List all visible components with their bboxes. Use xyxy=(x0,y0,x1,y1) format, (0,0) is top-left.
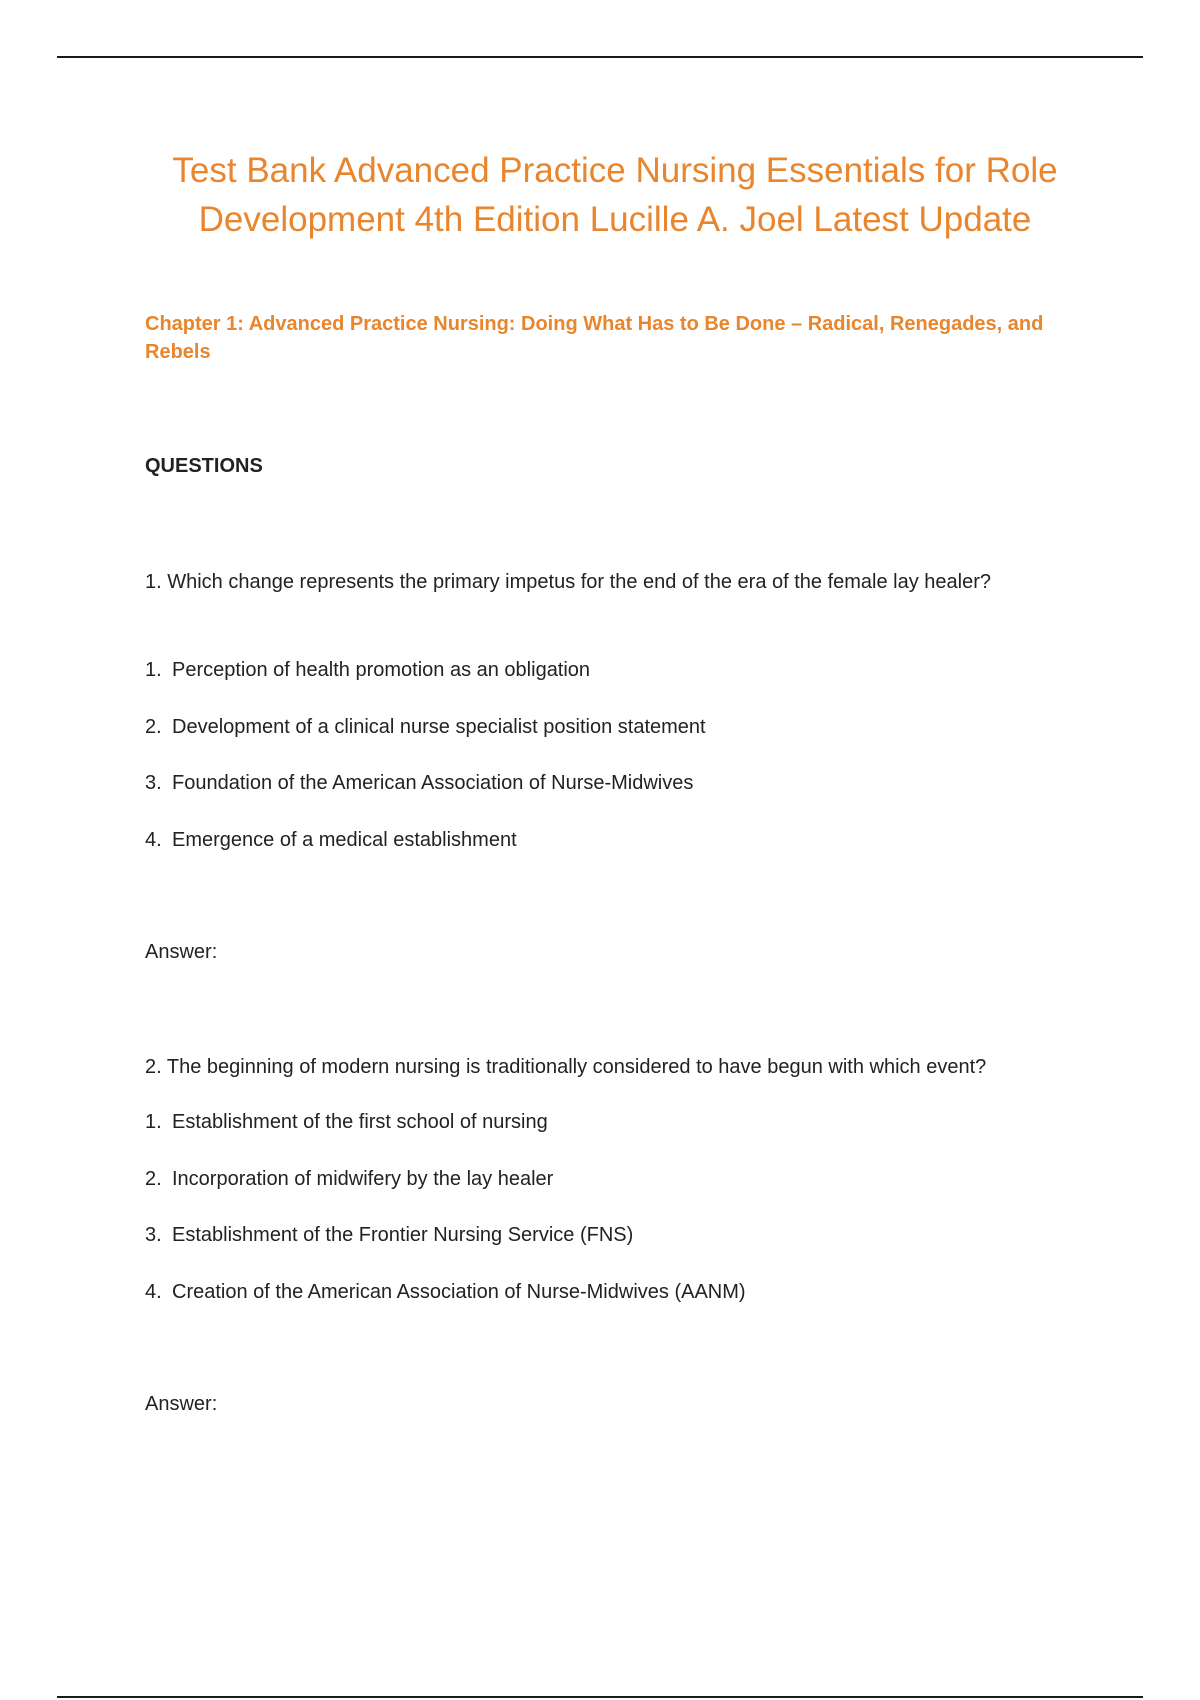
question-prompt: 2. The beginning of modern nursing is traditionally considered to have begun with which event? xyxy=(145,1056,987,1078)
option-text: Incorporation of midwifery by the lay healer xyxy=(172,1167,554,1190)
section-heading: QUESTIONS xyxy=(145,455,263,477)
answer-option xyxy=(145,656,1085,713)
option-text: Creation of the American Association of Nurse-Midwives (AANM) xyxy=(172,1280,746,1303)
option-number: 4. xyxy=(145,1280,162,1303)
chapter-heading: Chapter 1: Advanced Practice Nursing: Doing What Has to Be Done – Radical, Renegades, and Rebels xyxy=(145,313,1044,363)
answer-option xyxy=(145,1221,1085,1278)
option-text: Foundation of the American Association of Nurse-Midwives xyxy=(172,772,694,794)
answer-option xyxy=(145,826,1085,883)
answer-option xyxy=(145,713,1085,770)
header-rule xyxy=(57,56,1143,58)
option-number: 2. xyxy=(145,715,162,738)
option-number: 2. xyxy=(145,1167,162,1190)
option-number: 1. xyxy=(145,1111,162,1133)
question-prompt: 1. Which change represents the primary impetus for the end of the era of the female lay healer? xyxy=(145,571,992,593)
answer-option xyxy=(145,1165,1085,1222)
option-text: Development of a clinical nurse specialist position statement xyxy=(172,715,706,738)
option-text: Perception of health promotion as an obligation xyxy=(172,659,591,681)
answer-option xyxy=(145,1278,1085,1335)
option-text: Establishment of the Frontier Nursing Service (FNS) xyxy=(172,1224,634,1246)
answer-options xyxy=(145,656,1085,882)
document-title: Test Bank Advanced Practice Nursing Essentials for Role Development 4th Edition Lucille A. Joel Latest Update xyxy=(172,151,1058,239)
answer-options xyxy=(145,1108,1085,1334)
answer-label: Answer: xyxy=(145,941,218,963)
option-number: 3. xyxy=(145,1224,162,1246)
answer-label: Answer: xyxy=(145,1393,218,1415)
footer-rule xyxy=(57,1696,1143,1698)
option-number: 4. xyxy=(145,828,162,851)
option-text: Emergence of a medical establishment xyxy=(172,828,517,851)
option-text: Establishment of the first school of nursing xyxy=(172,1111,548,1133)
option-number: 1. xyxy=(145,659,162,681)
answer-option xyxy=(145,769,1085,826)
answer-option xyxy=(145,1108,1085,1165)
option-number: 3. xyxy=(145,772,162,794)
